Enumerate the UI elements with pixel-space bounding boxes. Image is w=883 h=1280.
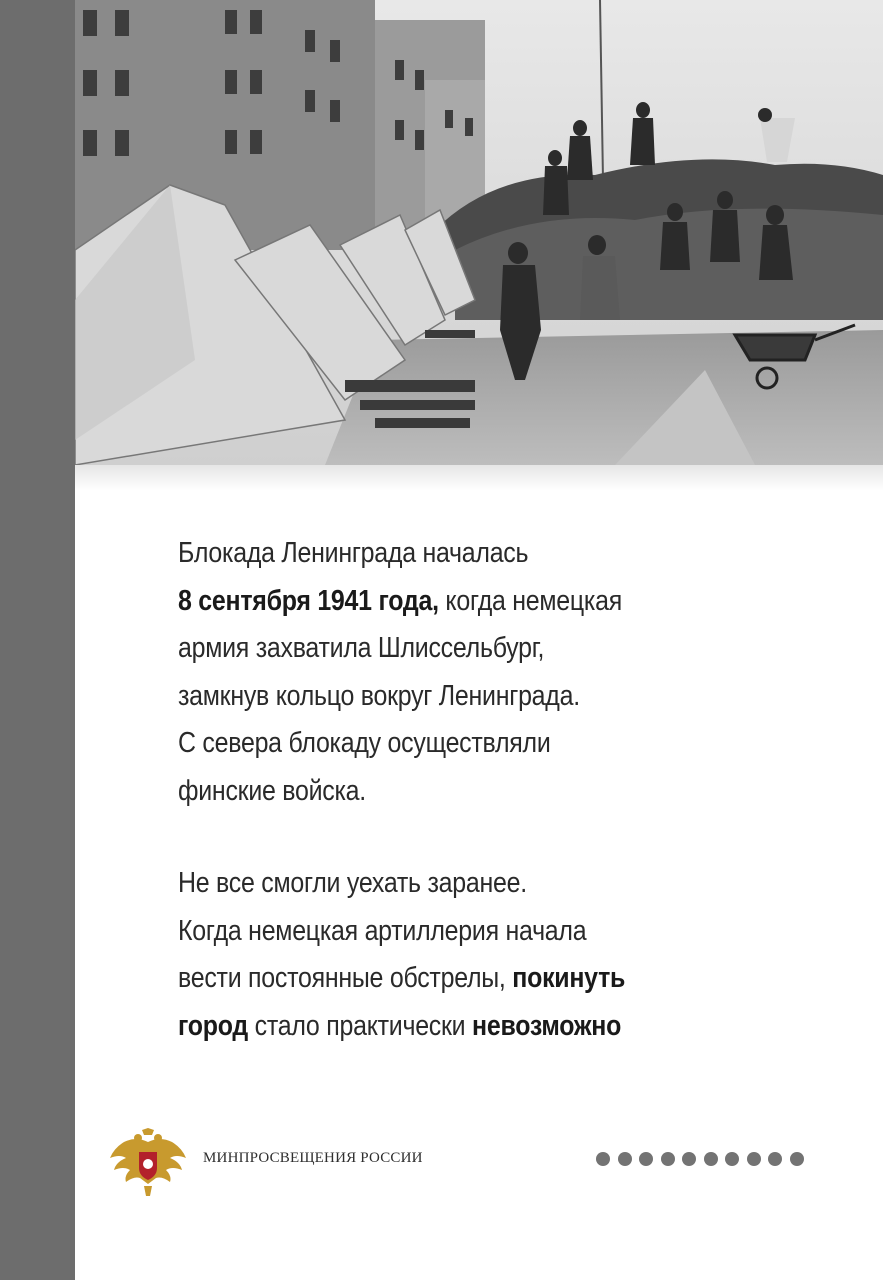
pagination-dot[interactable] (725, 1152, 739, 1166)
pagination-dot[interactable] (596, 1152, 610, 1166)
pagination-dots (596, 1152, 804, 1168)
text-line: С севера блокаду осуществляли (178, 727, 551, 759)
ministry-name: МИНПРОСВЕЩЕНИЯ РОССИИ (203, 1150, 423, 1166)
pagination-dot[interactable] (747, 1152, 761, 1166)
text-line (178, 1003, 814, 1051)
paragraph-evacuation (178, 860, 814, 1050)
bold-fragment: город (178, 1009, 248, 1042)
pagination-dot[interactable] (704, 1152, 718, 1166)
pagination-dot[interactable] (618, 1152, 632, 1166)
paragraph-blockade-start (178, 530, 814, 815)
bold-fragment: покинуть (512, 962, 626, 994)
photo-shadow (75, 465, 883, 491)
pagination-dot[interactable] (639, 1152, 653, 1166)
text-line: Когда немецкая артиллерия начала (178, 914, 587, 947)
pagination-dot[interactable] (790, 1152, 804, 1166)
bold-date: 8 сентября 1941 года, (178, 584, 439, 617)
pagination-dot[interactable] (661, 1152, 675, 1166)
ministry-logo (106, 1128, 190, 1198)
bold-fragment: невозможно (472, 1009, 622, 1042)
text-line (178, 955, 814, 1003)
text-line: армия захватила Шлиссельбург, (178, 632, 545, 664)
pagination-dot[interactable] (768, 1152, 782, 1166)
left-side-bar (0, 0, 75, 1280)
blockade-street-photo (75, 0, 883, 465)
text-line: замкнув кольцо вокруг Ленинграда. (178, 679, 580, 712)
text-fragment: вести постоянные обстрелы, (178, 962, 513, 994)
text-fragment: когда немецкая (438, 584, 622, 617)
text-line: Не все смогли уехать заранее. (178, 867, 527, 899)
text-line: финские войска. (178, 774, 366, 807)
pagination-dot[interactable] (682, 1152, 696, 1166)
text-fragment: стало практически (247, 1009, 473, 1042)
text-line (178, 578, 814, 626)
double-headed-eagle-icon (106, 1128, 190, 1198)
text-line: Блокада Ленинграда началась (178, 537, 529, 569)
blockade-street-photo-icon (75, 0, 883, 465)
